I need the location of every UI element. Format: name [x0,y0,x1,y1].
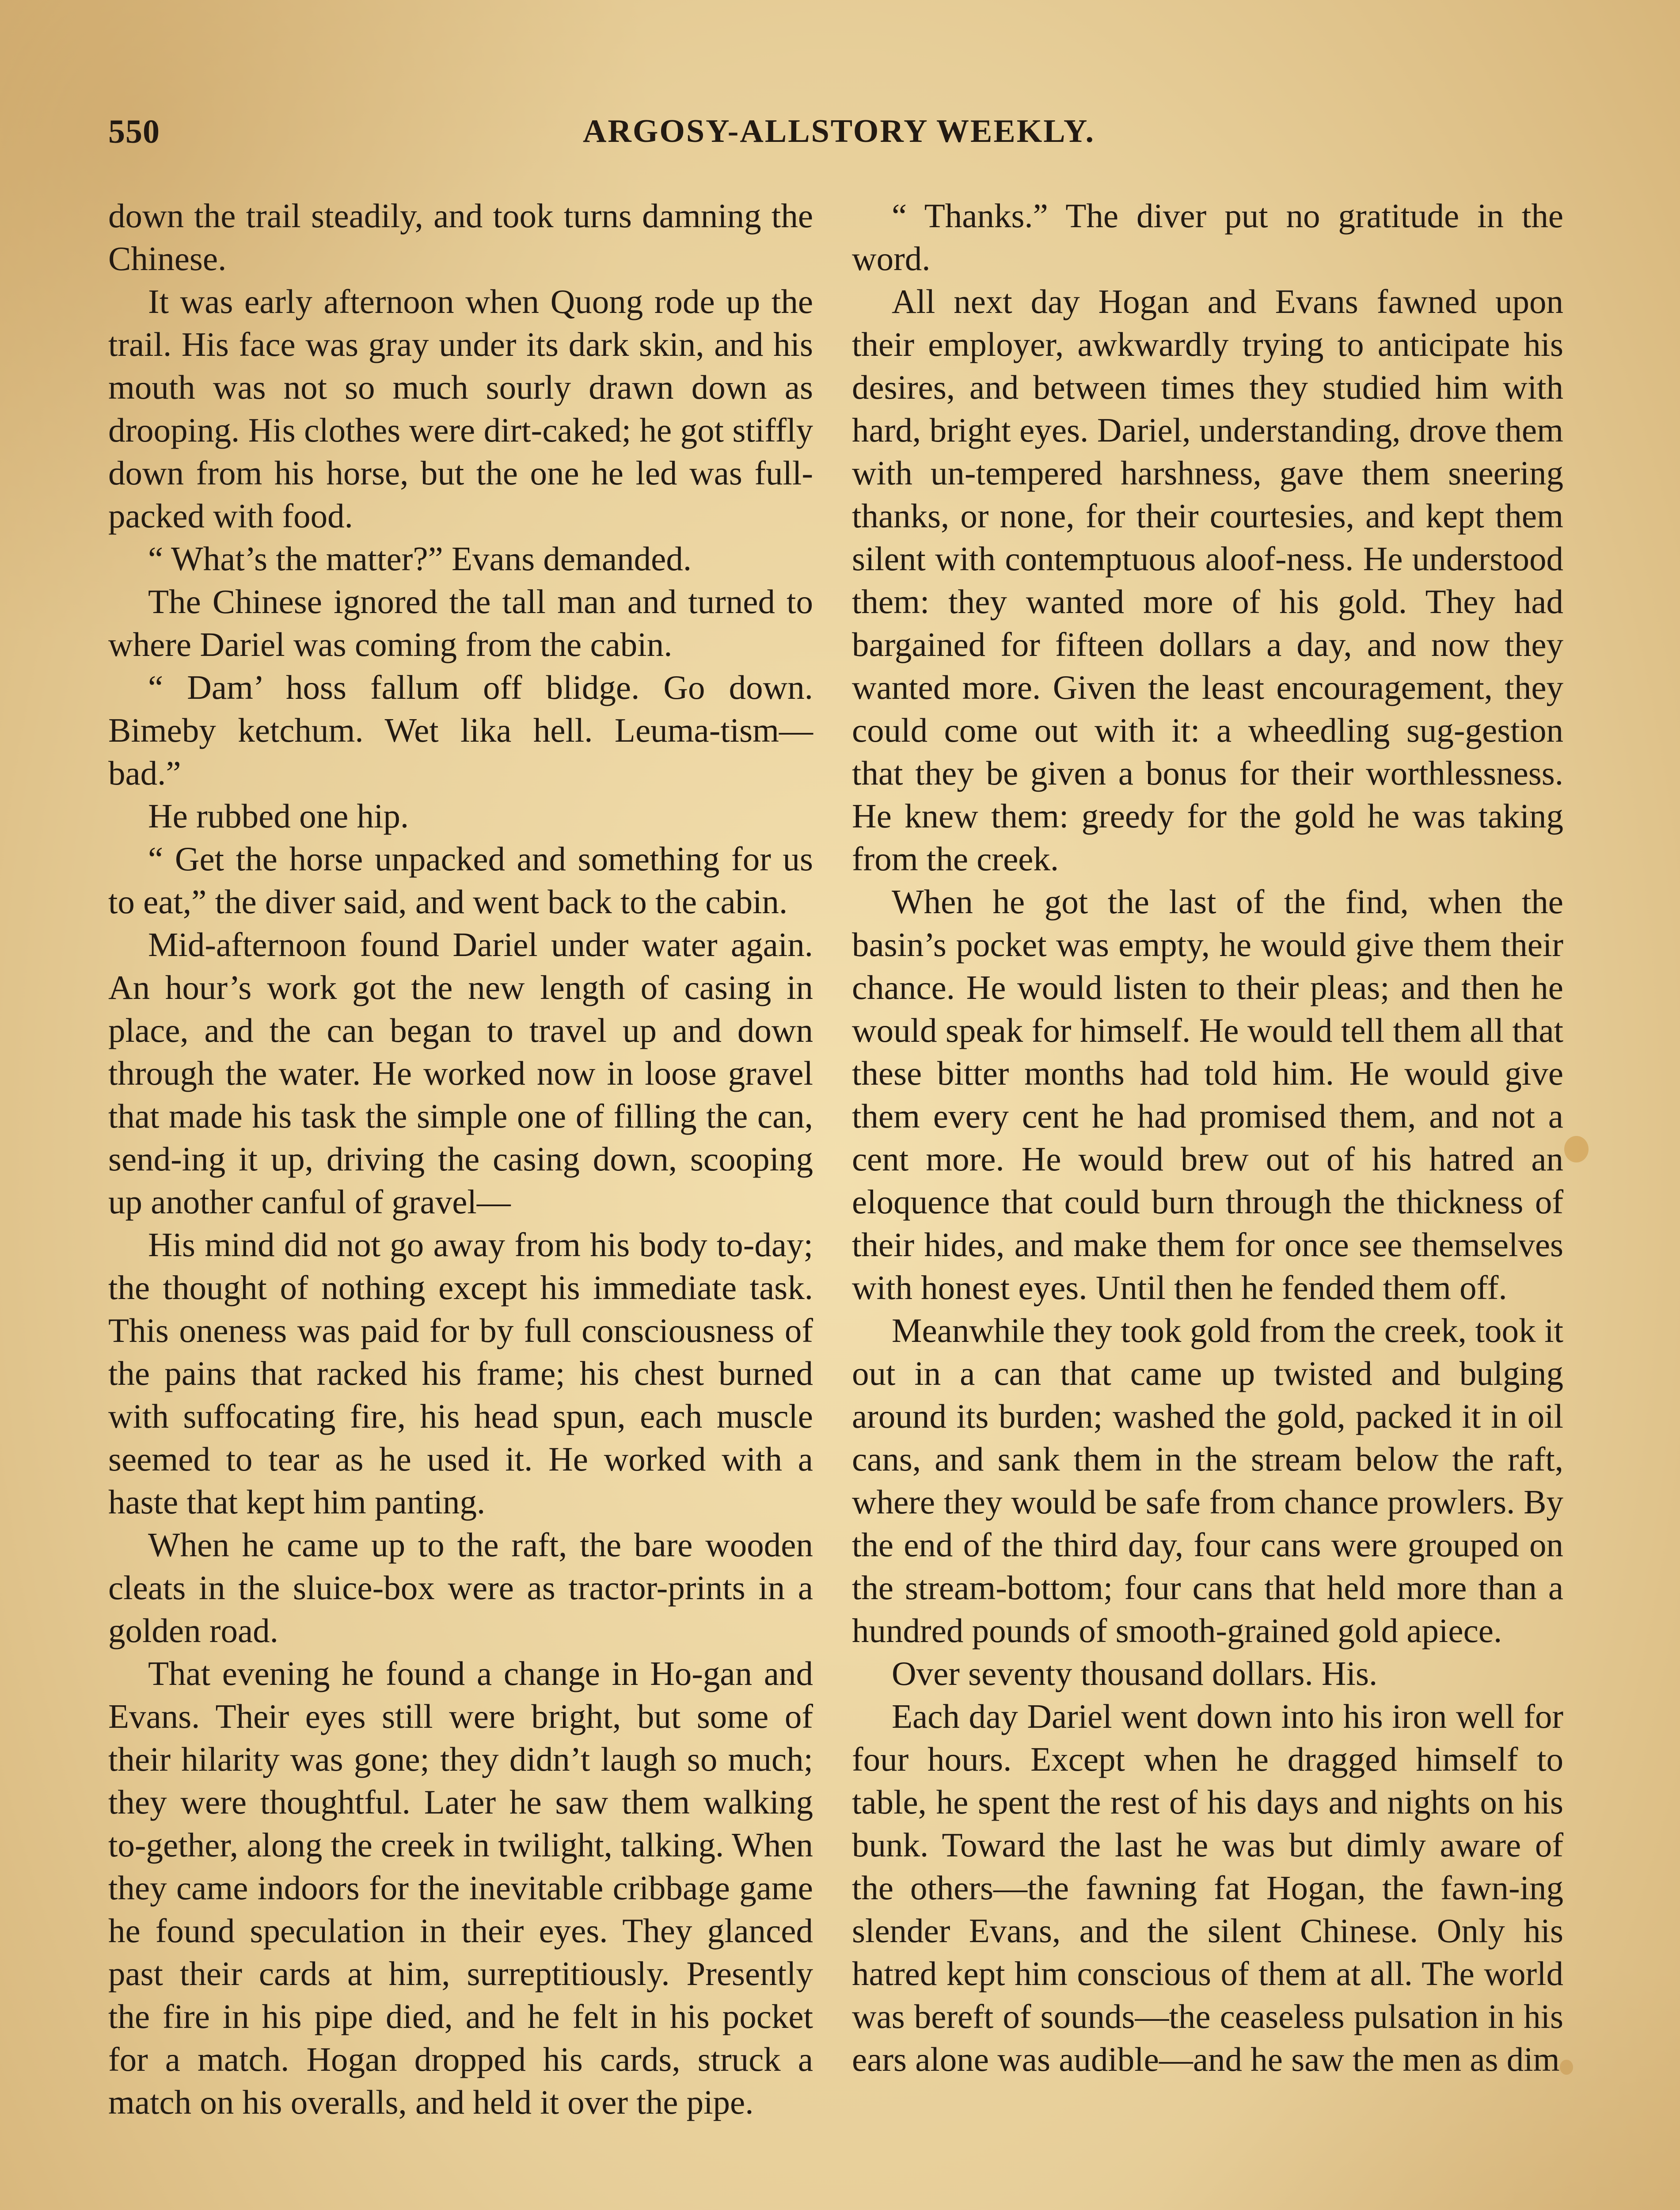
paragraph: “ Get the horse unpacked and something for us to eat,” the diver said, and went back to the cabin. [108,840,813,921]
paragraph: Meanwhile they took gold from the creek, took it out in a can that came up twisted and bulging around its burden; washed the gold, packed it in oil cans, and sank them in the stream below the raft, where they would be safe from chance prowlers. By the end of the third day, four cans were grouped on the stream-bottom; four cans that held more than a hundred pounds of smooth-grained gold apiece. [852,1311,1563,1650]
page-number: 550 [108,113,160,150]
paragraph: “ What’s the matter?” Evans demanded. [148,540,692,578]
paragraph: Over seventy thousand dollars. His. [892,1654,1378,1692]
paragraph: All next day Hogan and Evans fawned upon their employer, awkwardly trying to anticipate his desires, and between times they studied him with hard, bright eyes. Dariel, understanding, drove them with un-tempered harshness, gave them sneering thanks, or none, for their courtesies, and kept them silent with contemptuous aloof-ness. He understood them: they wanted more of his gold. They had bargained for fifteen dollars a day, and now they wanted more. Given the least encouragement, they could come out with it: a wheedling sug-gestion that they be given a bonus for their worthlessness. He knew them: greedy for the gold he was taking from the creek. [852,282,1563,878]
running-head: ARGOSY-ALLSTORY WEEKLY. [582,113,1095,149]
paragraph: His mind did not go away from his body to-day; the thought of nothing except his immediate task. This oneness was paid for by full consciousness of the pains that racked his frame; his chest burned with suffocating fire, his head spun, each muscle seemed to tear as he used it. He worked with a haste that kept him panting. [108,1226,813,1521]
paragraph: “ Thanks.” The diver put no gratitude in the word. [852,197,1563,278]
page-header [108,113,1570,161]
paragraph: Each day Dariel went down into his iron well for four hours. Except when he dragged himself to table, he spent the rest of his days and nights on his bunk. Toward the last he was but dimly aware of the others—the fawning fat Hogan, the fawn-ing slender Evans, and the silent Chinese. Only his hatred kept him conscious of them at all. The world was bereft of sounds—the ceaseless pulsation in his ears alone was audible—and he saw the men as dim [852,1697,1563,2078]
right-column [852,194,1563,2081]
paragraph: The Chinese ignored the tall man and turned to where Dariel was coming from the cabin. [108,583,813,663]
paragraph: It was early afternoon when Quong rode up the trail. His face was gray under its dark skin, and his mouth was not so much sourly drawn down as drooping. His clothes were dirt-caked; he got stiffly down from his horse, but the one he led was full-packed with food. [108,282,813,535]
paragraph: “ Dam’ hoss fallum off blidge. Go down. Bimeby ketchum. Wet lika hell. Leuma-tism—bad.” [108,668,813,792]
paragraph: When he got the last of the find, when the basin’s pocket was empty, he would give them their chance. He would listen to their pleas; and then he would speak for himself. He would tell them all that these bitter months had told him. He would give them every cent he had promised them, and not a cent more. He would brew out of his hatred an eloquence that could burn through the thickness of their hides, and make them for once see themselves with honest eyes. Until then he fended them off. [852,883,1563,1307]
paragraph: When he came up to the raft, the bare wooden cleats in the sluice-box were as tractor-prints in a golden road. [108,1526,813,1650]
paper-stain [1564,1136,1589,1162]
left-column [108,194,813,2124]
paragraph: Mid-afternoon found Dariel under water again. An hour’s work got the new length of casing in place, and the can began to travel up and down through the water. He worked now in loose gravel that made his task the simple one of filling the can, send-ing it up, driving the casing down, scooping up another canful of gravel— [108,926,813,1221]
paragraph: That evening he found a change in Ho-gan and Evans. Their eyes still were bright, but some of their hilarity was gone; they didn’t laugh so much; they were thoughtful. Later he saw them walking to-gether, along the creek in twilight, talking. When they came indoors for the inevitable cribbage game he found speculation in their eyes. They glanced past their cards at him, surreptitiously. Presently the fire in his pipe died, and he felt in his pocket for a match. Hogan dropped his cards, struck a match on his overalls, and held it over the pipe. [108,1654,813,2121]
paragraph: He rubbed one hip. [148,797,409,835]
paragraph: down the trail steadily, and took turns damning the Chinese. [108,197,813,278]
